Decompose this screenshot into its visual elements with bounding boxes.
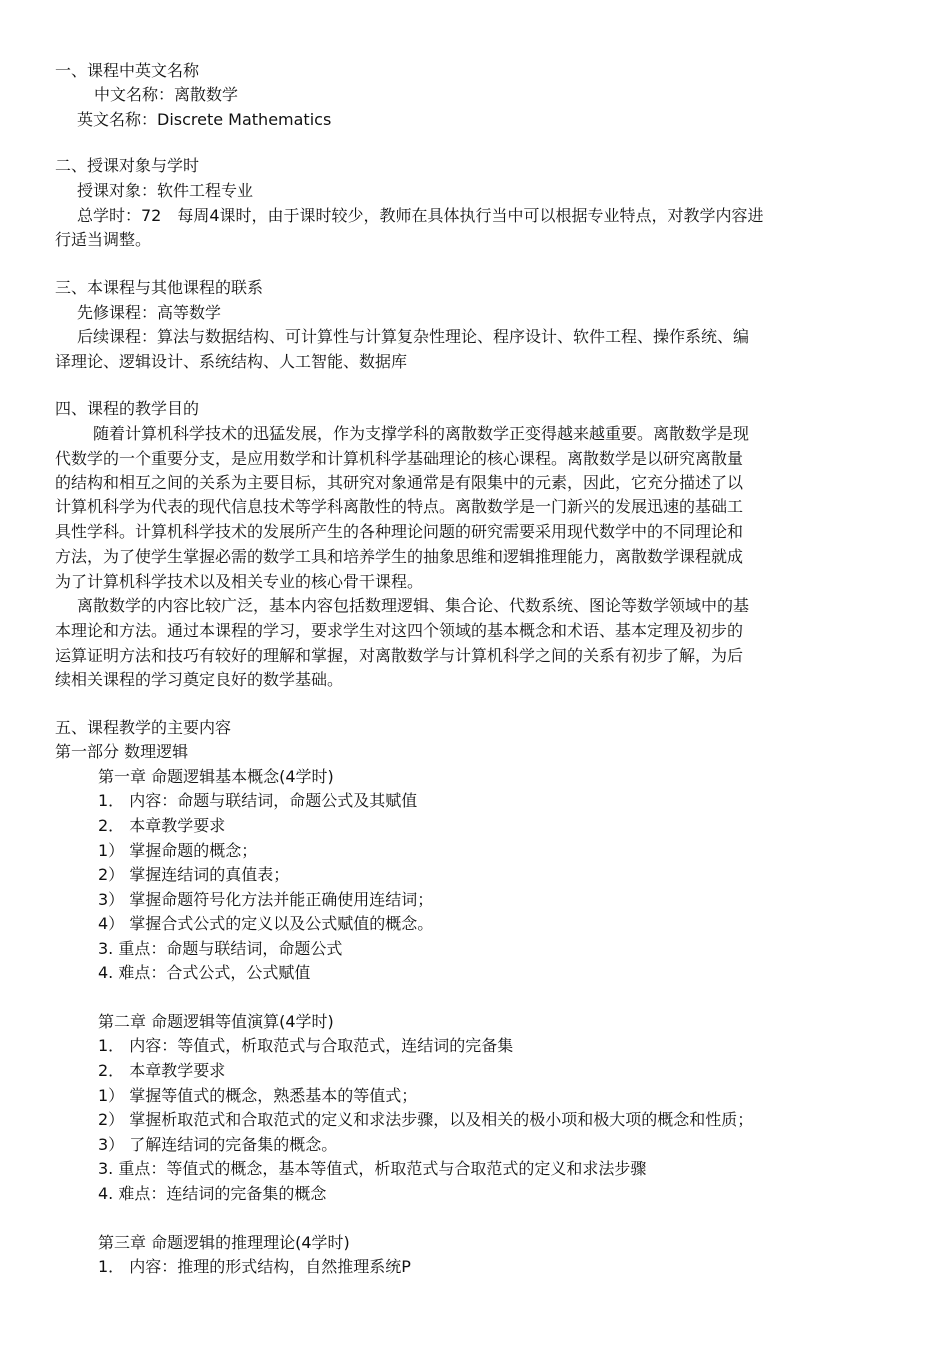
prerequisite-line: 先修课程：高等数学 bbox=[77, 303, 222, 322]
english-name: 英文名称：Discrete Mathematics bbox=[77, 110, 332, 129]
requirement-item: 1） 掌握等值式的概念，熟悉基本的等值式； bbox=[98, 1086, 418, 1105]
requirement-item: 2） 掌握析取范式和合取范式的定义和求法步骤，以及相关的极小项和极大项的概念和性质； bbox=[98, 1110, 754, 1129]
section-heading: 五、课程教学的主要内容 bbox=[55, 718, 232, 737]
section-heading: 一、课程中英文名称 bbox=[55, 61, 200, 80]
requirement-item: 1） 掌握命题的概念； bbox=[98, 841, 258, 860]
chapter-content: 1． 内容：命题与联结词，命题公式及其赋值 bbox=[98, 791, 418, 810]
hours-line-cont: 行适当调整。 bbox=[55, 230, 152, 249]
key-point: 3. 重点：等值式的概念，基本等值式，析取范式与合取范式的定义和求法步骤 bbox=[98, 1159, 647, 1178]
chapter-title: 第一章 命题逻辑基本概念(4学时) bbox=[98, 767, 334, 786]
requirements-heading: 2． 本章教学要求 bbox=[98, 1061, 226, 1080]
requirement-item: 3） 了解连结词的完备集的概念。 bbox=[98, 1135, 338, 1154]
paragraph-line: 的结构和相互之间的关系为主要目标，其研究对象通常是有限集中的元素，因此，它充分描述了以 bbox=[55, 473, 744, 492]
difficulty-point: 4. 难点：连结词的完备集的概念 bbox=[98, 1184, 327, 1203]
paragraph-line: 方法，为了使学生掌握必需的数学工具和培养学生的抽象思维和逻辑推理能力，离散数学课程就成 bbox=[55, 547, 744, 566]
paragraph-line: 本理论和方法。通过本课程的学习，要求学生对这四个领域的基本概念和术语、基本定理及初步的 bbox=[55, 621, 744, 640]
paragraph-line: 计算机科学为代表的现代信息技术等学科离散性的特点。离散数学是一门新兴的发展迅速的基础工 bbox=[55, 497, 744, 516]
requirement-item: 2） 掌握连结词的真值表； bbox=[98, 865, 290, 884]
chapter-title: 第二章 命题逻辑等值演算(4学时) bbox=[98, 1012, 334, 1031]
paragraph-line: 具性学科。计算机科学技术的发展所产生的各种理论问题的研究需要采用现代数学中的不同理论和 bbox=[55, 522, 744, 541]
chapter-title: 第三章 命题逻辑的推理理论(4学时) bbox=[98, 1233, 350, 1252]
followup-line-cont: 译理论、逻辑设计、系统结构、人工智能、数据库 bbox=[55, 352, 408, 371]
paragraph-line: 离散数学的内容比较广泛，基本内容包括数理逻辑、集合论、代数系统、图论等数学领域中的基 bbox=[77, 596, 750, 615]
key-point: 3. 重点：命题与联结词，命题公式 bbox=[98, 939, 343, 958]
requirements-heading: 2． 本章教学要求 bbox=[98, 816, 226, 835]
audience-line: 授课对象：软件工程专业 bbox=[77, 181, 254, 200]
followup-line: 后续课程：算法与数据结构、可计算性与计算复杂性理论、程序设计、软件工程、操作系统、编 bbox=[77, 327, 750, 346]
paragraph-line: 代数学的一个重要分支，是应用数学和计算机科学基础理论的核心课程。离散数学是以研究离散量 bbox=[55, 449, 744, 468]
paragraph-line: 续相关课程的学习奠定良好的数学基础。 bbox=[55, 670, 344, 689]
paragraph-line: 为了计算机科学技术以及相关专业的核心骨干课程。 bbox=[55, 572, 424, 591]
paragraph-line: 运算证明方法和技巧有较好的理解和掌握，对离散数学与计算机科学之间的关系有初步了解，为后 bbox=[55, 646, 744, 665]
requirement-item: 3） 掌握命题符号化方法并能正确使用连结词； bbox=[98, 890, 434, 909]
chinese-name: 中文名称：离散数学 bbox=[94, 85, 239, 104]
chapter-content: 1． 内容：推理的形式结构，自然推理系统P bbox=[98, 1257, 411, 1276]
difficulty-point: 4. 难点：合式公式，公式赋值 bbox=[98, 963, 311, 982]
section-heading: 四、课程的教学目的 bbox=[55, 399, 200, 418]
requirement-item: 4） 掌握合式公式的定义以及公式赋值的概念。 bbox=[98, 914, 434, 933]
chapter-content: 1． 内容：等值式，析取范式与合取范式，连结词的完备集 bbox=[98, 1036, 514, 1055]
section-heading: 二、授课对象与学时 bbox=[55, 156, 200, 175]
part-title: 第一部分 数理逻辑 bbox=[55, 742, 189, 761]
section-heading: 三、本课程与其他课程的联系 bbox=[55, 278, 264, 297]
hours-line: 总学时：72 每周4课时，由于课时较少，教师在具体执行当中可以根据专业特点，对教学内容进 bbox=[77, 206, 764, 225]
paragraph-line: 随着计算机科学技术的迅猛发展，作为支撑学科的离散数学正变得越来越重要。离散数学是现 bbox=[93, 424, 750, 443]
